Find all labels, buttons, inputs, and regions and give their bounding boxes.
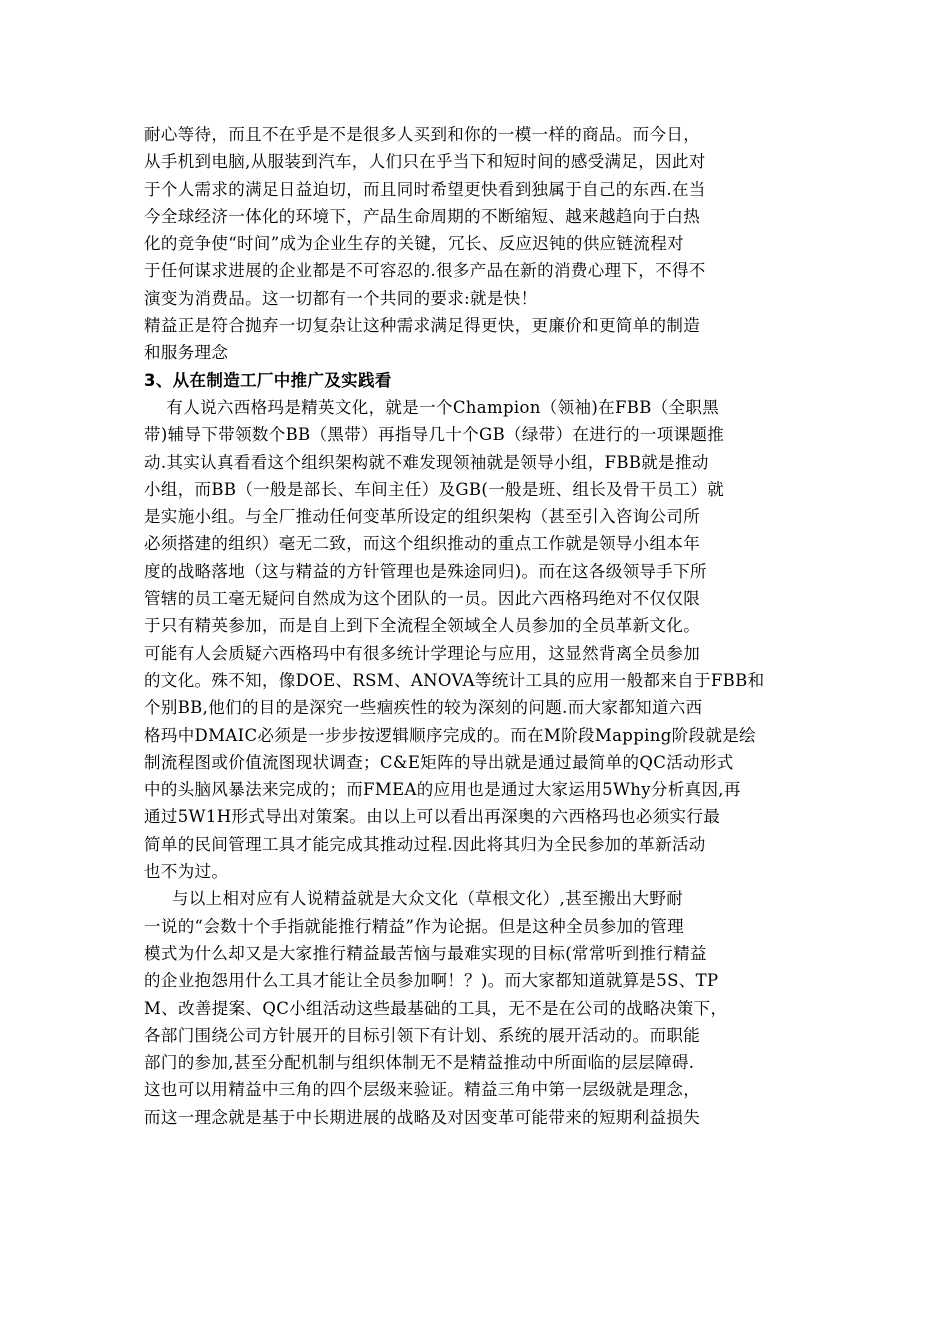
- text-line: 模式为什么却又是大家推行精益最苦恼与最难实现的目标(常常听到推行精益: [144, 943, 707, 963]
- text-line: 也不为过。: [144, 862, 229, 882]
- text-line: 带)辅导下带领数个BB（黑带）再指导几十个GB（绿带）在进行的一项课题推: [144, 425, 725, 445]
- text-line: 动.其实认真看看这个组织架构就不难发现领袖就是领导小组，FBB就是推动: [144, 452, 709, 472]
- paragraph-speed-demand: [144, 121, 810, 312]
- text-line: 一说的“会数十个手指就能推行精益”作为论据。但是这种全员参加的管理: [144, 916, 684, 936]
- text-line: 演变为消费品。这一切都有一个共同的要求:就是快！: [144, 288, 538, 308]
- text-line: 而这一理念就是基于中长期进展的战略及对因变革可能带来的短期利益损失: [144, 1107, 701, 1127]
- text-line: 化的竞争使“时间”成为企业生存的关键，冗长、反应迟钝的供应链流程对: [144, 234, 684, 254]
- text-line: 制流程图或价值流图现状调查；C&E矩阵的导出就是通过最简单的QC活动形式: [144, 752, 734, 772]
- paragraph-lean-philosophy: [144, 312, 810, 367]
- text-line: 中的头脑风暴法来完成的；而FMEA的应用也是通过大家运用5Why分析真因,再: [144, 780, 741, 800]
- text-line: 度的战略落地（这与精益的方针管理也是殊途同归)。而在这各级领导手下所: [144, 561, 707, 581]
- text-line: 简单的民间管理工具才能完成其推动过程.因此将其归为全民参加的革新活动: [144, 834, 706, 854]
- text-line: 于个人需求的满足日益迫切，而且同时希望更快看到独属于自己的东西.在当: [144, 179, 706, 199]
- paragraph-lean-culture: [144, 885, 810, 1131]
- text-line: 的文化。殊不知，像DOE、RSM、ANOVA等统计工具的应用一般都来自于FBB和: [144, 670, 765, 690]
- text-line: 耐心等待，而且不在乎是不是很多人买到和你的一模一样的商品。而今日，: [144, 125, 701, 144]
- text-line: 与以上相对应有人说精益就是大众文化（草根文化）,甚至搬出大野耐: [144, 889, 684, 909]
- paragraph-six-sigma: [144, 394, 810, 885]
- text-line: 于只有精英参加，而是自上到下全流程全领域全人员参加的全员革新文化。: [144, 616, 701, 636]
- text-line: 各部门围绕公司方针展开的目标引领下有计划、系统的展开活动的。而职能: [144, 1025, 701, 1045]
- text-line: 于任何谋求进展的企业都是不可容忍的.很多产品在新的消费心理下，不得不: [144, 261, 706, 281]
- text-line: 和服务理念: [144, 343, 229, 363]
- text-line: 通过5W1H形式导出对策案。由以上可以看出再深奥的六西格玛也必须实行最: [144, 807, 721, 827]
- text-line: 是实施小组。与全厂推动任何变革所设定的组织架构（甚至引入咨询公司所: [144, 507, 701, 527]
- text-line: 可能有人会质疑六西格玛中有很多统计学理论与应用，这显然背离全员参加: [144, 643, 701, 663]
- document-page: [144, 121, 810, 1131]
- text-line: 今全球经济一体化的环境下，产品生命周期的不断缩短、越来越趋向于白热: [144, 206, 701, 226]
- text-line: 部门的参加,甚至分配机制与组织体制无不是精益推动中所面临的层层障碍.: [144, 1053, 695, 1073]
- text-line: 必须搭建的组织）毫无二致，而这个组织推动的重点工作就是领导小组本年: [144, 534, 701, 554]
- text-line: M、改善提案、QC小组活动这些最基础的工具，无不是在公司的战略决策下，: [144, 998, 728, 1018]
- text-line: 管辖的员工毫无疑问自然成为这个团队的一员。因此六西格玛绝对不仅仅限: [144, 589, 701, 609]
- text-line: 的企业抱怨用什么工具才能让全员参加啊！？)。而大家都知道就算是5S、TP: [144, 971, 719, 991]
- text-line: 格玛中DMAIC必须是一步步按逻辑顺序完成的。而在M阶段Mapping阶段就是绘: [144, 725, 756, 745]
- text-line: 有人说六西格玛是精英文化，就是一个Champion（领袖)在FBB（全职黑: [144, 397, 720, 417]
- text-line: 从手机到电脑,从服装到汽车，人们只在乎当下和短时间的感受满足，因此对: [144, 152, 706, 172]
- text-line: 个别BB,他们的目的是深究一些痼疾性的较为深刻的问题.而大家都知道六西: [144, 698, 703, 718]
- text-line: 这也可以用精益中三角的四个层级来验证。精益三角中第一层级就是理念，: [144, 1080, 701, 1100]
- section-heading: 3、从在制造工厂中推广及实践看: [144, 370, 392, 390]
- text-line: 精益正是符合抛弃一切复杂让这种需求满足得更快，更廉价和更简单的制造: [144, 316, 701, 336]
- text-line: 小组，而BB（一般是部长、车间主任）及GB(一般是班、组长及骨干员工）就: [144, 479, 725, 499]
